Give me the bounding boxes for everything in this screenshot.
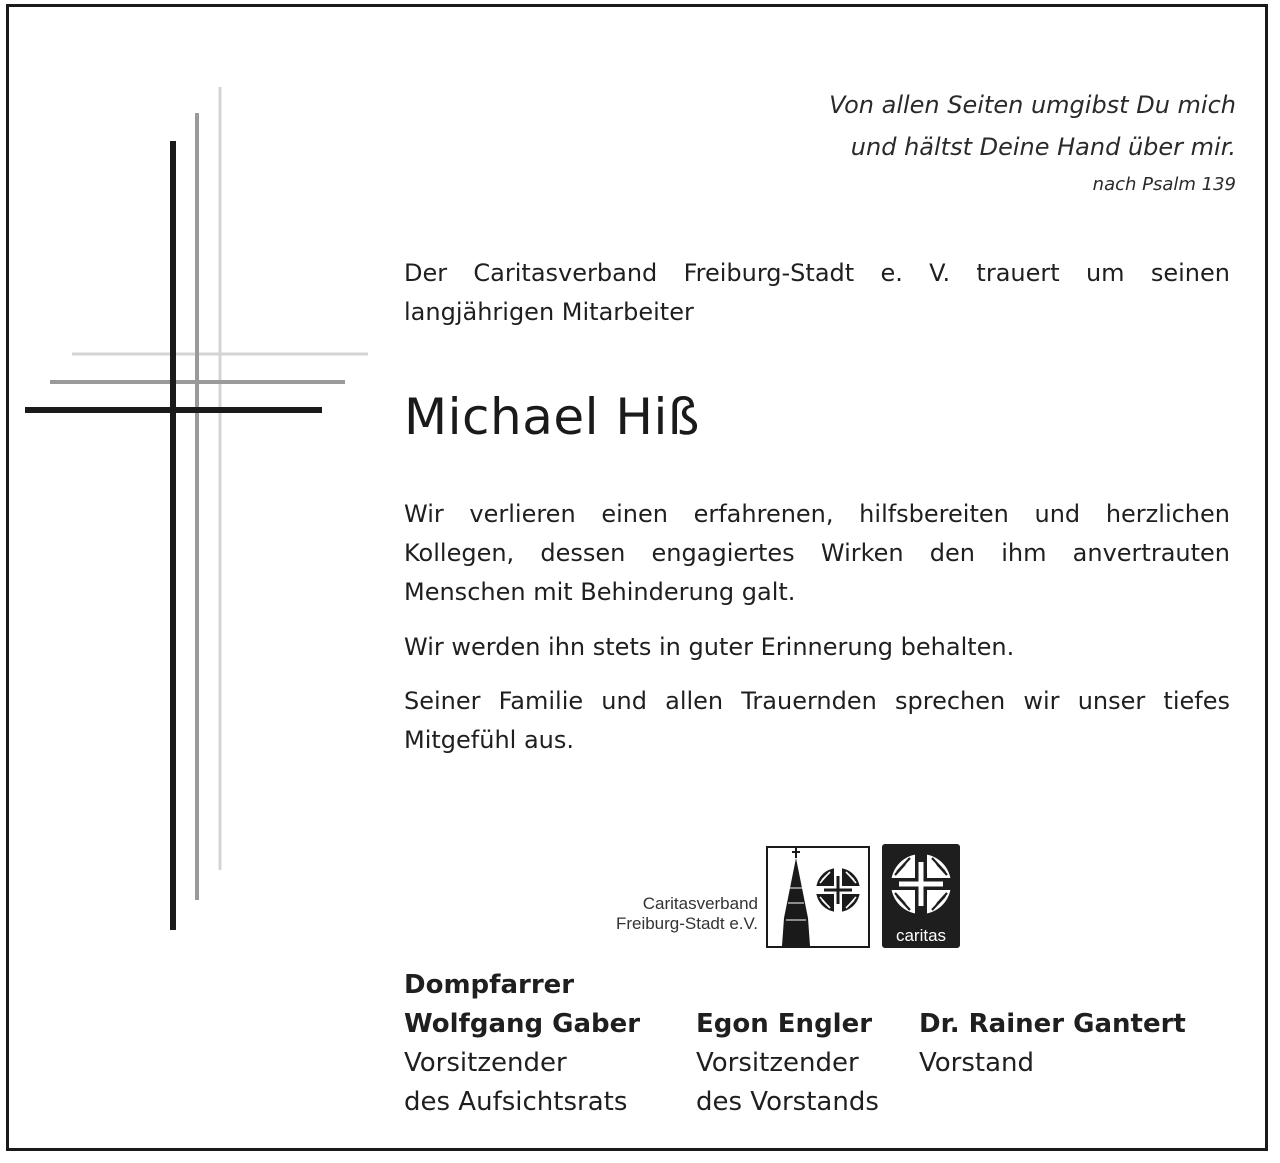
signatory-3 — [919, 1005, 1186, 1083]
signatory-1-role-line-2: des Aufsichtsrats — [404, 1087, 628, 1117]
caritas-logo — [882, 844, 960, 948]
caritas-caption: caritas — [895, 926, 947, 945]
psalm-motto — [829, 84, 1236, 200]
motto-source: nach Psalm 139 — [1092, 174, 1236, 195]
signatory-2-name: Egon Engler — [696, 1009, 873, 1039]
signatory-1-name: Wolfgang Gaber — [404, 1009, 641, 1039]
paragraph-1: Wir verlieren einen erfahrenen, hilfsbereiten und herzlichen Kollegen, dessen engagiertes Wirken den ihm anvertrauten Menschen mit Behinderung galt. — [404, 500, 1230, 606]
signatory-2 — [696, 1005, 879, 1122]
paragraph-2: Wir werden ihn stets in guter Erinnerung behalten. — [404, 633, 1015, 661]
paragraph-3: Seiner Familie und allen Trauernden sprechen wir unser tiefes Mitgefühl aus. — [404, 687, 1230, 754]
signatory-1-title: Dompfarrer — [404, 970, 575, 1000]
signatory-3-name: Dr. Rainer Gantert — [919, 1009, 1186, 1039]
org-name — [590, 894, 758, 934]
organization-logos — [590, 828, 970, 958]
signatory-1 — [404, 966, 640, 1122]
cathedral-logo — [766, 846, 870, 948]
motto-line-1: Von allen Seiten umgibst Du mich — [829, 91, 1236, 119]
deceased-name: Michael Hiß — [404, 388, 700, 446]
caritas-flame-cross-icon — [882, 844, 960, 924]
cross-graphic — [20, 85, 370, 935]
signatory-1-role-line-1: Vorsitzender — [404, 1048, 567, 1078]
signatory-3-role-line-1: Vorstand — [919, 1048, 1035, 1078]
intro-text: Der Caritasverband Freiburg-Stadt e. V. trauert um seinen langjährigen Mitarbeiter — [404, 259, 1230, 326]
org-name-line-1: Caritasverband — [642, 894, 758, 913]
cathedral-icon — [768, 848, 868, 946]
motto-line-2: und hältst Deine Hand über mir. — [850, 133, 1236, 161]
signatory-2-role-line-1: Vorsitzender — [696, 1048, 859, 1078]
signatory-2-role-line-2: des Vorstands — [696, 1087, 879, 1117]
org-name-line-2: Freiburg-Stadt e.V. — [615, 914, 758, 933]
